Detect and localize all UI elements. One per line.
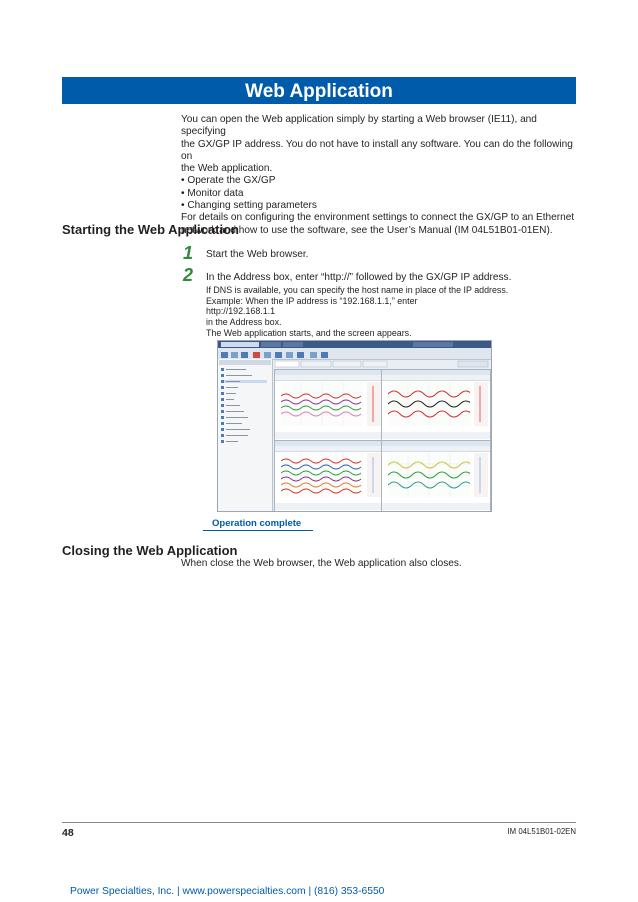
app-sidebar bbox=[218, 359, 273, 511]
intro-paragraph bbox=[181, 114, 581, 237]
intro-bullet: • Monitor data bbox=[181, 187, 244, 199]
step-2-note: If DNS is available, you can specify the host name in place of the IP address. bbox=[206, 285, 509, 295]
step-2-note: The Web application starts, and the screen appears. bbox=[206, 327, 412, 338]
step-number-1: 1 bbox=[183, 243, 194, 263]
intro-line: the Web application. bbox=[181, 163, 273, 175]
section-heading-starting: Starting the Web Application bbox=[62, 222, 239, 237]
intro-line: You can open the Web application simply by starting a Web browser (IE11), and specifying bbox=[181, 114, 537, 138]
section-heading-closing: Closing the Web Application bbox=[62, 543, 238, 558]
step-number-2: 2 bbox=[183, 265, 194, 285]
browser-title-bar bbox=[218, 341, 491, 348]
page-title: Web Application bbox=[62, 77, 576, 104]
step-2-text: In the Address box, enter “http://” followed by the GX/GP IP address. bbox=[206, 272, 512, 283]
step-2-notes bbox=[206, 285, 546, 339]
trend-panel bbox=[381, 440, 491, 512]
step-1-text: Start the Web browser. bbox=[206, 249, 309, 260]
document-id: IM 04L51B01-02EN bbox=[507, 827, 576, 836]
page-number: 48 bbox=[62, 827, 74, 839]
trend-panel bbox=[274, 440, 384, 512]
trend-panel bbox=[381, 369, 491, 441]
step-2-note: in the Address box. bbox=[206, 317, 282, 328]
intro-bullet: • Operate the GX/GP bbox=[181, 175, 276, 187]
footer-credit: Power Specialties, Inc. | www.powerspecialties.com | (816) 353-6550 bbox=[70, 886, 385, 897]
closing-text: When close the Web browser, the Web application also closes. bbox=[181, 558, 462, 569]
step-2-note: Example: When the IP address is “192.168.1.1,” enter bbox=[206, 295, 418, 306]
intro-line: For details on configuring the environment settings to connect the GX/GP to an Ethernet bbox=[181, 212, 575, 224]
intro-line: network and how to use the software, see the User’s Manual (IM 04L51B01-01EN). bbox=[181, 224, 553, 236]
footer-divider bbox=[62, 822, 576, 823]
operation-complete-underline bbox=[203, 530, 313, 531]
intro-bullet: • Changing setting parameters bbox=[181, 200, 317, 212]
intro-line: the GX/GP IP address. You do not have to install any software. You can do the following on bbox=[181, 138, 573, 162]
web-application-screenshot bbox=[217, 340, 492, 512]
trend-panel bbox=[274, 369, 384, 441]
view-tabs bbox=[273, 360, 491, 368]
step-2-note: http://192.168.1.1 bbox=[206, 306, 276, 317]
operation-complete-label: Operation complete bbox=[212, 518, 302, 529]
